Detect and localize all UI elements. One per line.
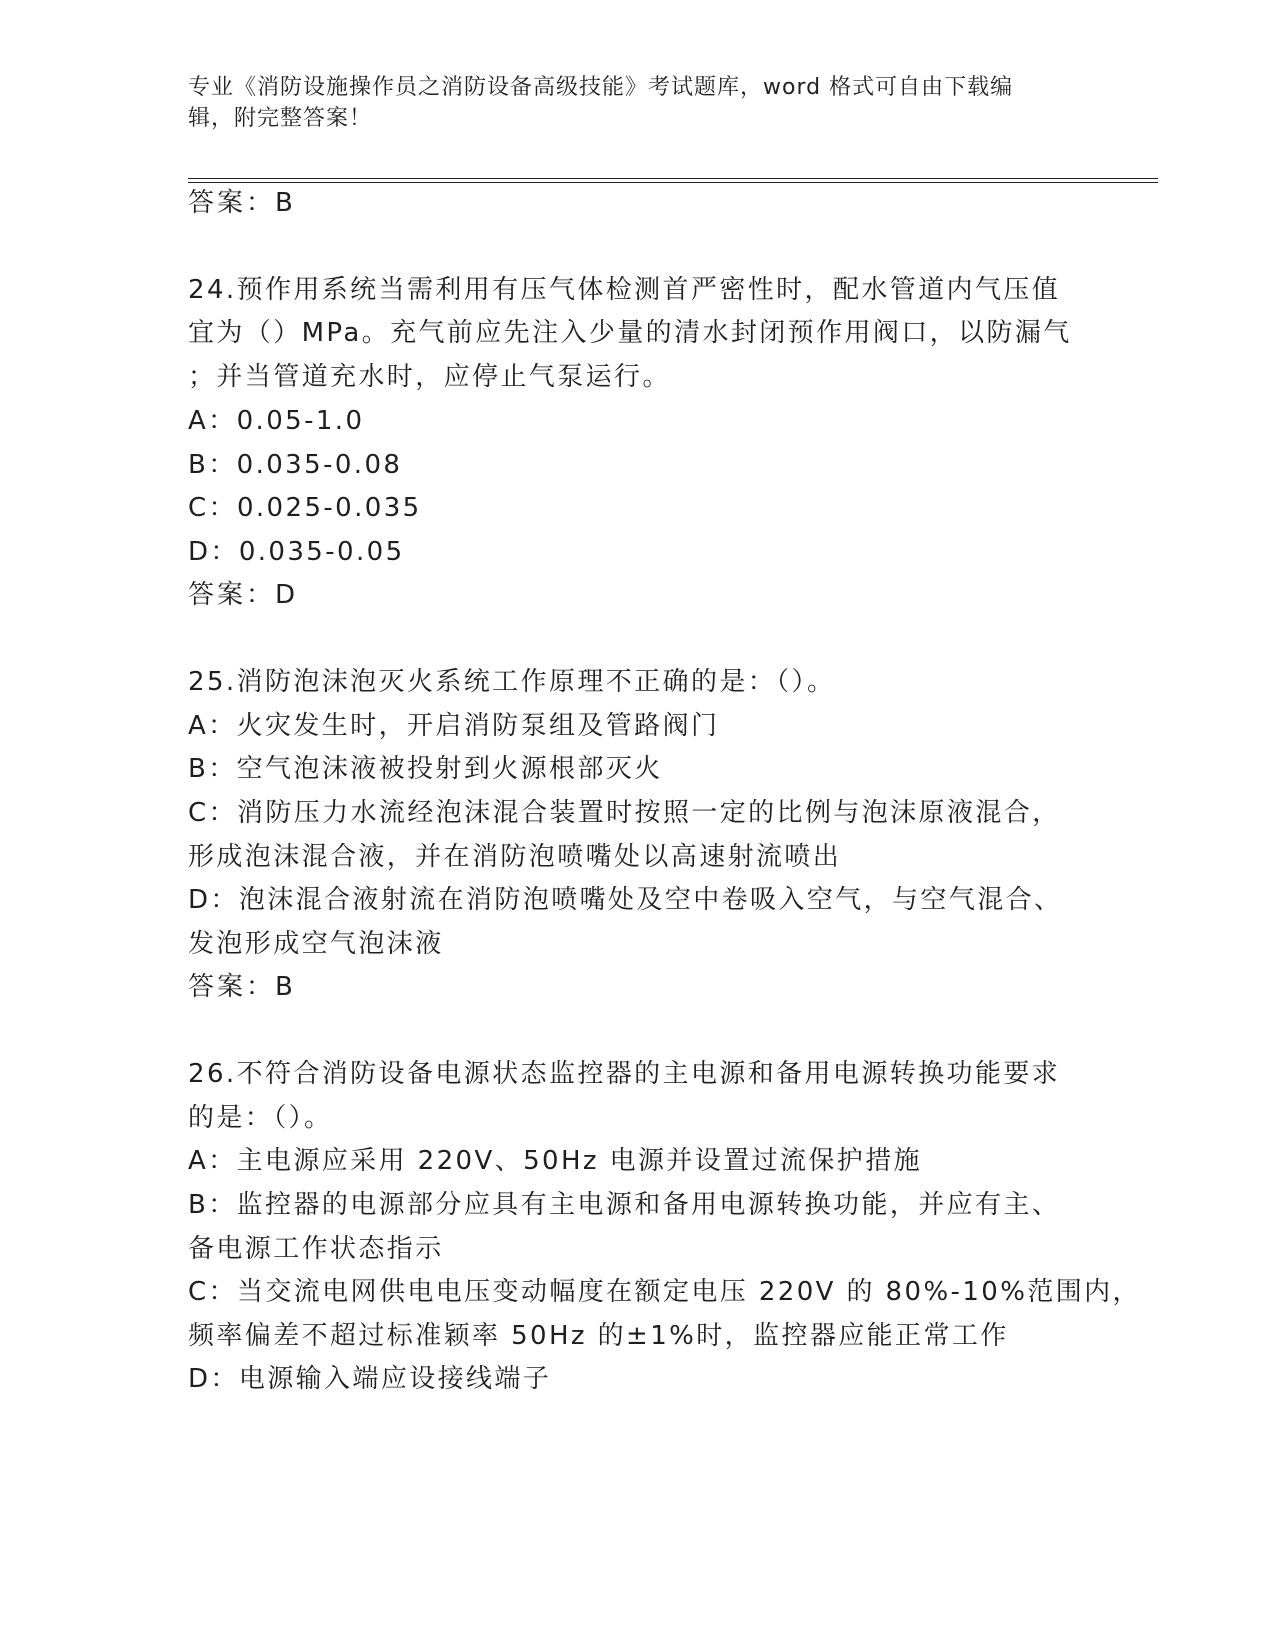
q26-option-c-line-2: 频率偏差不超过标准颖率 50Hz 的±1%时，监控器应能正常工作 bbox=[188, 1321, 1009, 1351]
header-divider-bottom bbox=[188, 182, 1158, 183]
q25-option-c-line-1: C：消防压力水流经泡沫混合装置时按照一定的比例与泡沫原液混合， bbox=[188, 798, 1061, 828]
q26-option-b-line-1: B：监控器的电源部分应具有主电源和备用电源转换功能，并应有主、 bbox=[188, 1190, 1061, 1220]
q26-stem-line-1: 26.不符合消防设备电源状态监控器的主电源和备用电源转换功能要求 bbox=[188, 1059, 1061, 1089]
previous-answer: 答案：B bbox=[188, 188, 296, 218]
q24-option-d: D：0.035-0.05 bbox=[188, 537, 405, 567]
q24-option-c: C：0.025-0.035 bbox=[188, 493, 422, 523]
q26-option-d: D：电源输入端应设接线端子 bbox=[188, 1364, 552, 1394]
q24-answer: 答案：D bbox=[188, 580, 299, 610]
q24-option-a: A：0.05-1.0 bbox=[188, 406, 365, 436]
q25-option-b: B：空气泡沫液被投射到火源根部灭火 bbox=[188, 754, 663, 784]
header-divider-top bbox=[188, 178, 1158, 179]
q25-option-d-line-1: D：泡沫混合液射流在消防泡喷嘴处及空中卷吸入空气，与空气混合、 bbox=[188, 885, 1063, 915]
q24-option-b: B：0.035-0.08 bbox=[188, 450, 403, 480]
q25-option-c-line-2: 形成泡沫混合液，并在消防泡喷嘴处以高速射流喷出 bbox=[188, 842, 842, 872]
q25-answer: 答案：B bbox=[188, 972, 296, 1002]
header-line-1: 专业《消防设施操作员之消防设备高级技能》考试题库，word 格式可自由下载编 bbox=[188, 75, 1014, 100]
q24-stem-line-3: ；并当管道充水时，应停止气泵运行。 bbox=[188, 362, 671, 392]
header-line-2: 辑，附完整答案！ bbox=[188, 106, 373, 131]
q24-stem-line-1: 24.预作用系统当需利用有压气体检测首严密性时，配水管道内气压值 bbox=[188, 275, 1061, 305]
q26-option-b-line-2: 备电源工作状态指示 bbox=[188, 1234, 444, 1264]
q25-option-d-line-2: 发泡形成空气泡沫液 bbox=[188, 929, 444, 959]
document-header bbox=[188, 72, 1088, 134]
q25-option-a: A：火灾发生时，开启消防泵组及管路阀门 bbox=[188, 711, 720, 741]
q26-option-c-line-1: C：当交流电网供电电压变动幅度在额定电压 220V 的 80%-10%范围内， bbox=[188, 1277, 1141, 1307]
q26-stem-line-2: 的是：（）。 bbox=[188, 1103, 333, 1133]
q26-option-a: A：主电源应采用 220V、50Hz 电源并设置过流保护措施 bbox=[188, 1146, 923, 1176]
q24-stem-line-2: 宜为（）MPa。充气前应先注入少量的清水封闭预作用阀口，以防漏气 bbox=[188, 318, 1072, 348]
q25-stem-line-1: 25.消防泡沫泡灭火系统工作原理不正确的是：（）。 bbox=[188, 667, 836, 697]
